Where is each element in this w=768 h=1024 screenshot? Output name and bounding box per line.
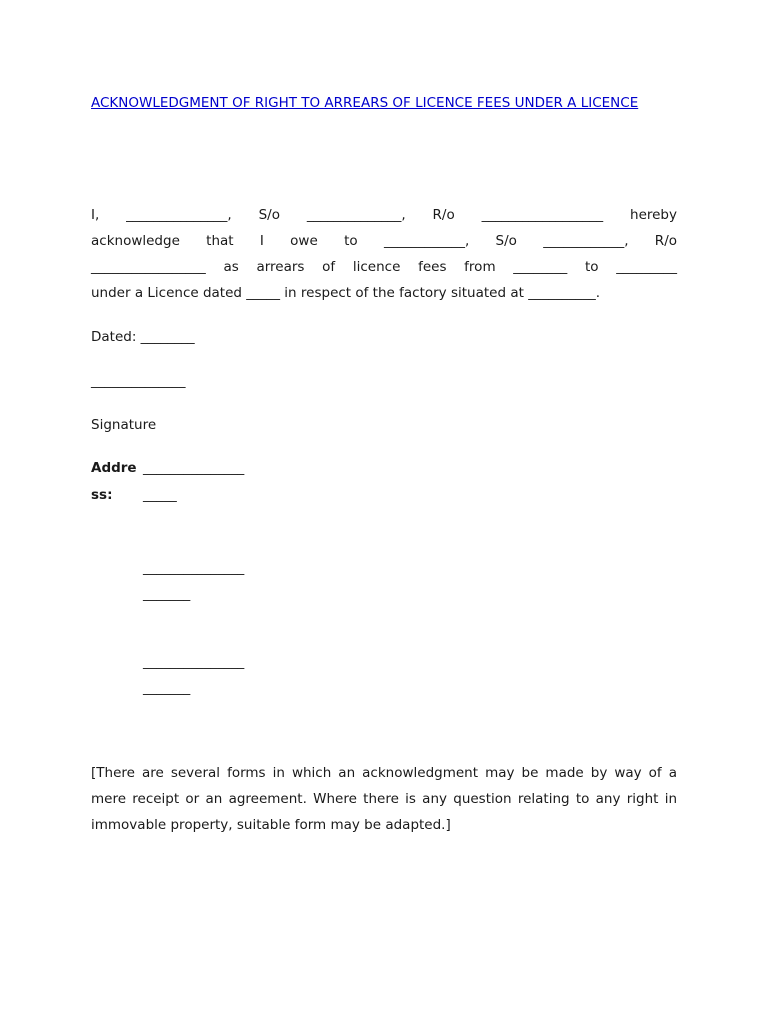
body-line-4: under a Licence dated _____ in respect of the factory situated at __________. — [91, 285, 600, 301]
body-line-3: _________________ as arrears of licence fees from ________ to _________ — [91, 259, 677, 275]
address-line-4: _______ — [143, 586, 191, 602]
signature-line: ______________ — [91, 373, 186, 389]
note-line-2: mere receipt or an agreement. Where there is any question relating to any right in — [91, 791, 677, 807]
body-line-2: acknowledge that I owe to ____________, S/o ____________, R/o — [91, 233, 677, 249]
note-line-3: immovable property, suitable form may be adapted.] — [91, 817, 451, 833]
address-line-5: _______________ — [143, 654, 245, 670]
explanatory-note — [91, 760, 677, 838]
note-line-1: [There are several forms in which an acknowledgment may be made by way of a — [91, 765, 677, 781]
signature-label: Signature — [91, 417, 157, 433]
dated-field: Dated: ________ — [91, 329, 195, 345]
address-line-3: _______________ — [143, 560, 245, 576]
document-title[interactable]: ACKNOWLEDGMENT OF RIGHT TO ARREARS OF LICENCE FEES UNDER A LICENCE — [91, 95, 639, 111]
address-line-1: _______________ — [143, 460, 245, 476]
address-line-2: _____ — [143, 487, 177, 503]
address-line-6: _______ — [143, 680, 191, 696]
address-label-part1: Addre — [91, 460, 137, 476]
acknowledgment-paragraph — [91, 202, 677, 306]
body-line-1: I, _______________, S/o ______________, R/o __________________ hereby — [91, 207, 677, 223]
address-label-part2: ss: — [91, 487, 113, 503]
